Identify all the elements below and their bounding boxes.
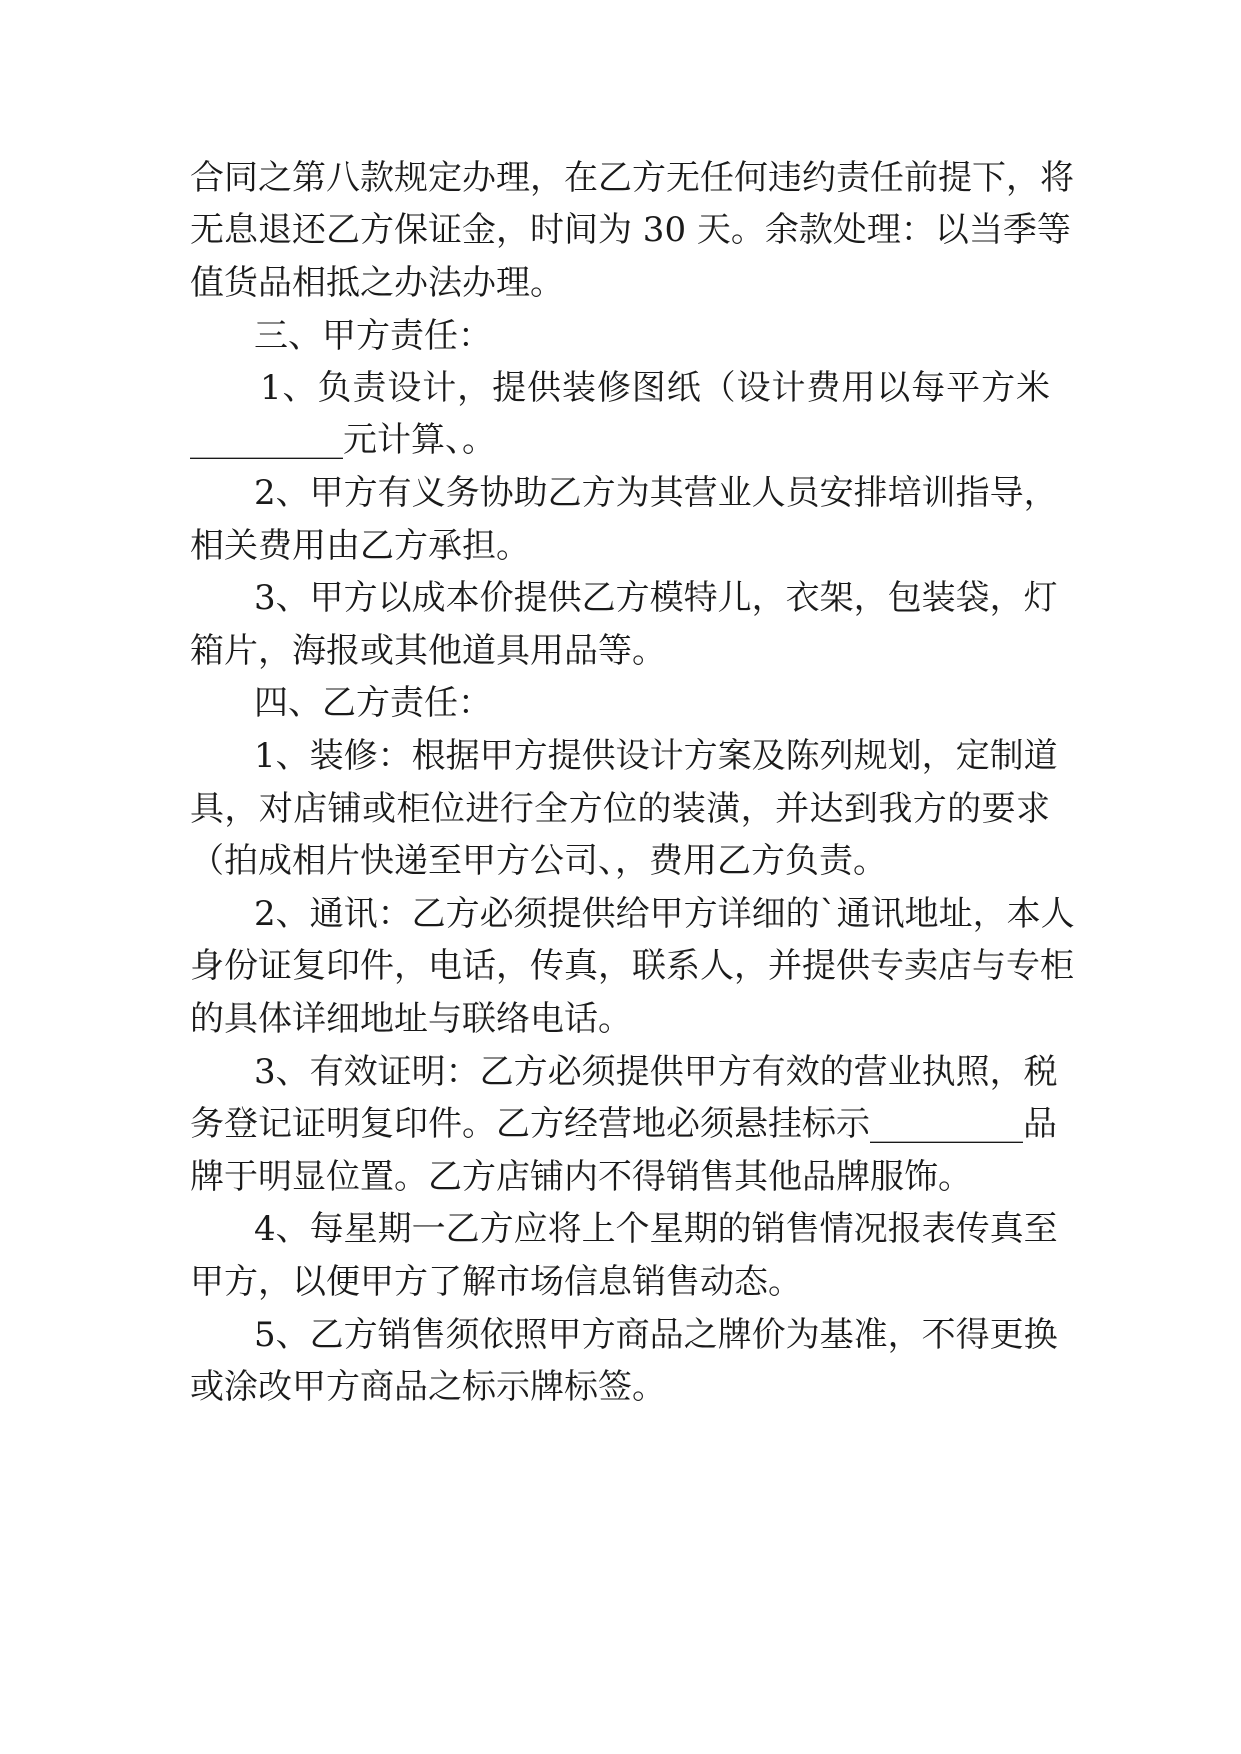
- text-line-10: 箱片，海报或其他道具用品等。: [190, 631, 666, 671]
- text-line-22: 甲方，以便甲方了解市场信息销售动态。: [190, 1262, 802, 1302]
- text-line-3: 值货品相抵之办法办理。: [190, 263, 564, 303]
- text-line-12: 1、装修：根据甲方提供设计方案及陈列规划，定制道: [254, 736, 1058, 776]
- text-line-20: 牌于明显位置。乙方店铺内不得销售其他品牌服饰。: [190, 1157, 972, 1197]
- text-line-24: 或涂改甲方商品之标示牌标签。: [190, 1367, 666, 1407]
- text-line-1: 合同之第八款规定办理，在乙方无任何违约责任前提下，将: [190, 158, 1074, 198]
- text-line-19: 务登记证明复印件。乙方经营地必须悬挂标示_________品: [190, 1104, 1057, 1144]
- text-line-7: 2、甲方有义务协助乙方为其营业人员安排培训指导，: [254, 473, 1058, 513]
- text-line-17: 的具体详细地址与联络电话。: [190, 999, 632, 1039]
- text-line-6: _________元计算、。: [190, 420, 496, 460]
- text-line-8: 相关费用由乙方承担。: [190, 526, 530, 566]
- text-line-23: 5、乙方销售须依照甲方商品之牌价为基准，不得更换: [254, 1315, 1058, 1355]
- section-heading-party-a: 三、甲方责任：: [254, 316, 492, 356]
- text-line-18: 3、有效证明：乙方必须提供甲方有效的营业执照，税: [254, 1052, 1058, 1092]
- text-line-14: （拍成相片快递至甲方公司、，费用乙方负责。: [190, 841, 887, 881]
- text-line-21: 4、每星期一乙方应将上个星期的销售情况报表传真至: [254, 1209, 1058, 1249]
- text-line-9: 3、甲方以成本价提供乙方模特儿，衣架，包装袋，灯: [254, 578, 1058, 618]
- section-heading-party-b: 四、乙方责任：: [254, 683, 492, 723]
- text-line-5: 1、负责设计，提供装修图纸（设计费用以每平方米: [260, 368, 1050, 408]
- text-line-13: 具，对店铺或柜位进行全方位的装潢，并达到我方的要求: [190, 789, 1050, 829]
- text-line-16: 身份证复印件，电话，传真，联系人，并提供专卖店与专柜: [190, 946, 1074, 986]
- text-line-2: 无息退还乙方保证金，时间为 30 天。余款处理：以当季等: [190, 210, 1071, 250]
- text-line-15: 2、通讯：乙方必须提供给甲方详细的`通讯地址，本人: [254, 894, 1075, 934]
